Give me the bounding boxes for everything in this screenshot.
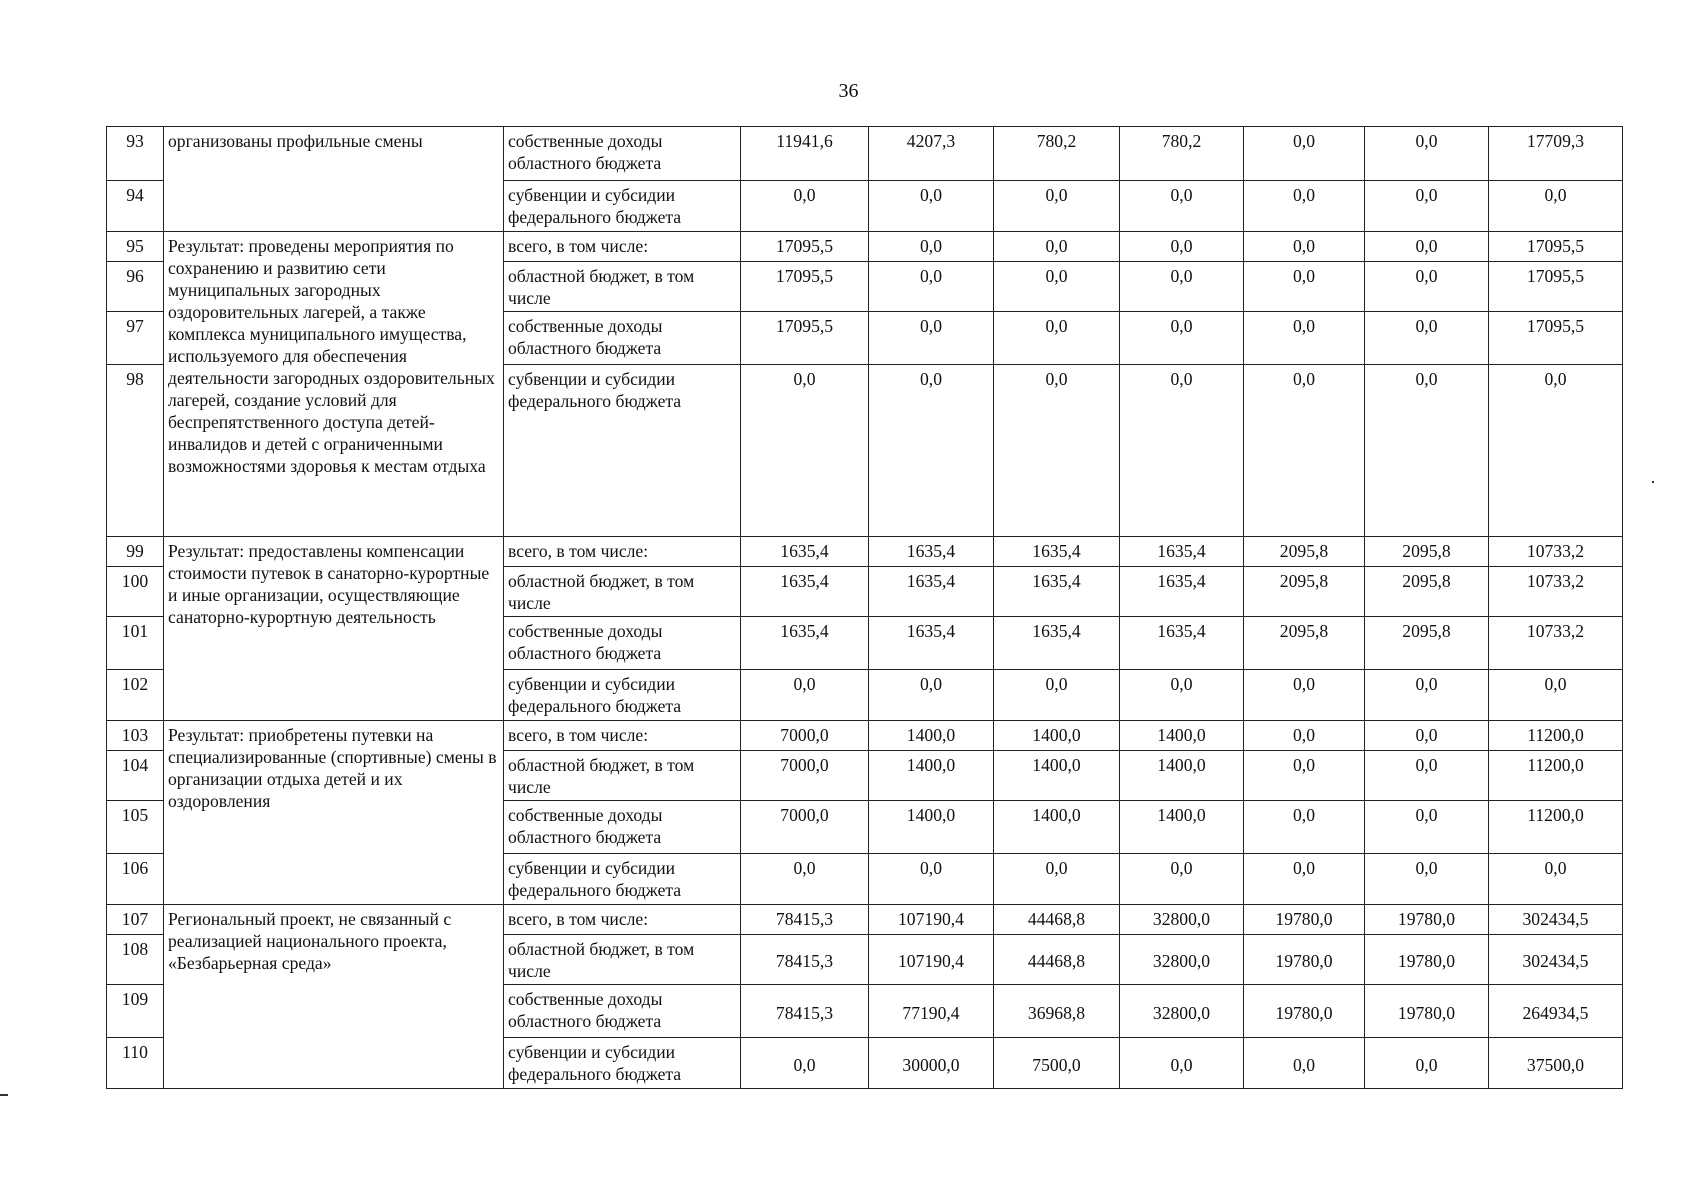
year-value: 0,0 <box>869 181 994 232</box>
row-number: 104 <box>107 751 164 801</box>
funding-source: областной бюджет, в том числе <box>504 935 741 985</box>
year-value: 0,0 <box>869 365 994 537</box>
year-value: 0,0 <box>869 854 994 905</box>
year-value: 0,0 <box>1244 854 1365 905</box>
total-value: 0,0 <box>1489 670 1623 721</box>
year-value: 0,0 <box>741 1038 869 1089</box>
row-number: 102 <box>107 670 164 721</box>
year-value: 0,0 <box>869 670 994 721</box>
year-value: 19780,0 <box>1365 905 1489 935</box>
year-value: 17095,5 <box>741 312 869 365</box>
year-value: 0,0 <box>869 262 994 312</box>
table-row <box>107 721 1623 751</box>
year-value: 0,0 <box>1365 232 1489 262</box>
row-number: 108 <box>107 935 164 985</box>
year-value: 1635,4 <box>1120 617 1244 670</box>
year-value: 17095,5 <box>741 262 869 312</box>
year-value: 0,0 <box>994 312 1120 365</box>
year-value: 0,0 <box>994 262 1120 312</box>
funding-source: всего, в том числе: <box>504 232 741 262</box>
year-value: 1400,0 <box>1120 721 1244 751</box>
row-number: 93 <box>107 127 164 181</box>
year-value: 0,0 <box>1365 670 1489 721</box>
result-description: Региональный проект, не связанный с реализацией национального проекта, «Безбарьерная среда» <box>164 905 504 1089</box>
year-value: 107190,4 <box>869 935 994 985</box>
year-value: 1400,0 <box>1120 801 1244 854</box>
funding-source: субвенции и субсидии федерального бюджета <box>504 181 741 232</box>
result-description: организованы профильные смены <box>164 127 504 232</box>
year-value: 0,0 <box>741 670 869 721</box>
year-value: 0,0 <box>1120 670 1244 721</box>
year-value: 107190,4 <box>869 905 994 935</box>
total-value: 10733,2 <box>1489 567 1623 617</box>
year-value: 19780,0 <box>1365 935 1489 985</box>
year-value: 0,0 <box>1120 365 1244 537</box>
year-value: 0,0 <box>1244 262 1365 312</box>
year-value: 2095,8 <box>1365 537 1489 567</box>
budget-table <box>106 126 1623 1089</box>
year-value: 1635,4 <box>741 617 869 670</box>
year-value: 7000,0 <box>741 751 869 801</box>
year-value: 0,0 <box>1120 262 1244 312</box>
total-value: 17095,5 <box>1489 232 1623 262</box>
year-value: 0,0 <box>1244 801 1365 854</box>
total-value: 11200,0 <box>1489 721 1623 751</box>
year-value: 0,0 <box>869 232 994 262</box>
year-value: 2095,8 <box>1365 567 1489 617</box>
year-value: 7000,0 <box>741 801 869 854</box>
total-value: 10733,2 <box>1489 617 1623 670</box>
year-value: 32800,0 <box>1120 935 1244 985</box>
year-value: 0,0 <box>1244 670 1365 721</box>
funding-source: собственные доходы областного бюджета <box>504 127 741 181</box>
year-value: 1635,4 <box>1120 537 1244 567</box>
year-value: 0,0 <box>1365 721 1489 751</box>
year-value: 0,0 <box>741 854 869 905</box>
total-value: 0,0 <box>1489 854 1623 905</box>
year-value: 78415,3 <box>741 935 869 985</box>
year-value: 0,0 <box>1120 312 1244 365</box>
year-value: 1400,0 <box>869 801 994 854</box>
funding-source: областной бюджет, в том числе <box>504 262 741 312</box>
funding-source: областной бюджет, в том числе <box>504 751 741 801</box>
row-number: 94 <box>107 181 164 232</box>
year-value: 1635,4 <box>869 617 994 670</box>
row-number: 105 <box>107 801 164 854</box>
year-value: 0,0 <box>994 854 1120 905</box>
year-value: 17095,5 <box>741 232 869 262</box>
year-value: 2095,8 <box>1244 567 1365 617</box>
scan-mark <box>0 1094 8 1096</box>
total-value: 17709,3 <box>1489 127 1623 181</box>
year-value: 1635,4 <box>994 567 1120 617</box>
year-value: 0,0 <box>1365 751 1489 801</box>
row-number: 107 <box>107 905 164 935</box>
total-value: 11200,0 <box>1489 801 1623 854</box>
year-value: 1635,4 <box>741 537 869 567</box>
year-value: 0,0 <box>1120 181 1244 232</box>
year-value: 44468,8 <box>994 905 1120 935</box>
year-value: 0,0 <box>1244 181 1365 232</box>
year-value: 32800,0 <box>1120 905 1244 935</box>
funding-source: областной бюджет, в том числе <box>504 567 741 617</box>
year-value: 78415,3 <box>741 985 869 1038</box>
year-value: 78415,3 <box>741 905 869 935</box>
year-value: 44468,8 <box>994 935 1120 985</box>
year-value: 1400,0 <box>869 751 994 801</box>
result-description: Результат: приобретены путевки на специализированные (спортивные) смены в организации отдыха детей и их оздоровления <box>164 721 504 905</box>
funding-source: всего, в том числе: <box>504 721 741 751</box>
year-value: 1635,4 <box>741 567 869 617</box>
result-description: Результат: предоставлены компенсации стоимости путевок в санаторно-курортные и иные организации, осуществляющие санаторно-курортную деятельность <box>164 537 504 721</box>
row-number: 96 <box>107 262 164 312</box>
funding-source: собственные доходы областного бюджета <box>504 617 741 670</box>
year-value: 1400,0 <box>994 801 1120 854</box>
year-value: 30000,0 <box>869 1038 994 1089</box>
row-number: 95 <box>107 232 164 262</box>
total-value: 10733,2 <box>1489 537 1623 567</box>
year-value: 1635,4 <box>1120 567 1244 617</box>
total-value: 0,0 <box>1489 181 1623 232</box>
row-number: 97 <box>107 312 164 365</box>
year-value: 0,0 <box>1244 127 1365 181</box>
total-value: 302434,5 <box>1489 905 1623 935</box>
year-value: 7000,0 <box>741 721 869 751</box>
funding-source: субвенции и субсидии федерального бюджета <box>504 365 741 537</box>
row-number: 99 <box>107 537 164 567</box>
row-number: 109 <box>107 985 164 1038</box>
year-value: 4207,3 <box>869 127 994 181</box>
year-value: 32800,0 <box>1120 985 1244 1038</box>
year-value: 0,0 <box>1244 1038 1365 1089</box>
year-value: 1635,4 <box>994 617 1120 670</box>
year-value: 1400,0 <box>1120 751 1244 801</box>
page-number: 36 <box>838 80 859 102</box>
funding-source: субвенции и субсидии федерального бюджета <box>504 1038 741 1089</box>
year-value: 1635,4 <box>869 537 994 567</box>
year-value: 0,0 <box>1365 854 1489 905</box>
table-row <box>107 232 1623 262</box>
year-value: 19780,0 <box>1244 935 1365 985</box>
year-value: 19780,0 <box>1244 905 1365 935</box>
row-number: 98 <box>107 365 164 537</box>
year-value: 0,0 <box>1365 312 1489 365</box>
funding-source: субвенции и субсидии федерального бюджета <box>504 854 741 905</box>
year-value: 2095,8 <box>1244 537 1365 567</box>
year-value: 11941,6 <box>741 127 869 181</box>
total-value: 11200,0 <box>1489 751 1623 801</box>
year-value: 0,0 <box>994 181 1120 232</box>
year-value: 19780,0 <box>1244 985 1365 1038</box>
row-number: 110 <box>107 1038 164 1089</box>
year-value: 19780,0 <box>1365 985 1489 1038</box>
result-description: Результат: проведены мероприятия по сохранению и развитию сети муниципальных загородных оздоровительных лагерей, а также комплекса муниципального имущества, используемого для обеспечения деятельности загородных оздоровительных лагерей, создание условий для беспрепятственного доступа детей-инвалидов и детей с ограниченными возможностями здоровья к местам отдыха <box>164 232 504 537</box>
total-value: 17095,5 <box>1489 262 1623 312</box>
year-value: 1400,0 <box>994 751 1120 801</box>
row-number: 100 <box>107 567 164 617</box>
year-value: 0,0 <box>741 181 869 232</box>
year-value: 2095,8 <box>1365 617 1489 670</box>
year-value: 0,0 <box>1120 232 1244 262</box>
year-value: 1400,0 <box>994 721 1120 751</box>
total-value: 0,0 <box>1489 365 1623 537</box>
table-row <box>107 905 1623 935</box>
row-number: 101 <box>107 617 164 670</box>
funding-source: всего, в том числе: <box>504 537 741 567</box>
funding-source: всего, в том числе: <box>504 905 741 935</box>
funding-source: собственные доходы областного бюджета <box>504 312 741 365</box>
year-value: 0,0 <box>994 232 1120 262</box>
year-value: 0,0 <box>994 670 1120 721</box>
year-value: 0,0 <box>1244 721 1365 751</box>
year-value: 1635,4 <box>869 567 994 617</box>
row-number: 103 <box>107 721 164 751</box>
year-value: 0,0 <box>994 365 1120 537</box>
year-value: 0,0 <box>1365 1038 1489 1089</box>
year-value: 1400,0 <box>869 721 994 751</box>
year-value: 0,0 <box>1120 854 1244 905</box>
year-value: 0,0 <box>1244 312 1365 365</box>
total-value: 302434,5 <box>1489 935 1623 985</box>
year-value: 0,0 <box>1244 751 1365 801</box>
funding-source: собственные доходы областного бюджета <box>504 985 741 1038</box>
year-value: 0,0 <box>1365 127 1489 181</box>
year-value: 36968,8 <box>994 985 1120 1038</box>
year-value: 7500,0 <box>994 1038 1120 1089</box>
year-value: 0,0 <box>1365 801 1489 854</box>
year-value: 0,0 <box>1365 181 1489 232</box>
year-value: 780,2 <box>1120 127 1244 181</box>
scan-dot <box>1652 481 1654 483</box>
year-value: 0,0 <box>741 365 869 537</box>
total-value: 264934,5 <box>1489 985 1623 1038</box>
funding-source: субвенции и субсидии федерального бюджета <box>504 670 741 721</box>
year-value: 0,0 <box>1244 365 1365 537</box>
year-value: 77190,4 <box>869 985 994 1038</box>
year-value: 0,0 <box>1365 365 1489 537</box>
table-row <box>107 537 1623 567</box>
year-value: 2095,8 <box>1244 617 1365 670</box>
year-value: 780,2 <box>994 127 1120 181</box>
table-row <box>107 127 1623 181</box>
funding-source: собственные доходы областного бюджета <box>504 801 741 854</box>
year-value: 1635,4 <box>994 537 1120 567</box>
row-number: 106 <box>107 854 164 905</box>
year-value: 0,0 <box>1244 232 1365 262</box>
year-value: 0,0 <box>1365 262 1489 312</box>
total-value: 37500,0 <box>1489 1038 1623 1089</box>
year-value: 0,0 <box>869 312 994 365</box>
total-value: 17095,5 <box>1489 312 1623 365</box>
year-value: 0,0 <box>1120 1038 1244 1089</box>
